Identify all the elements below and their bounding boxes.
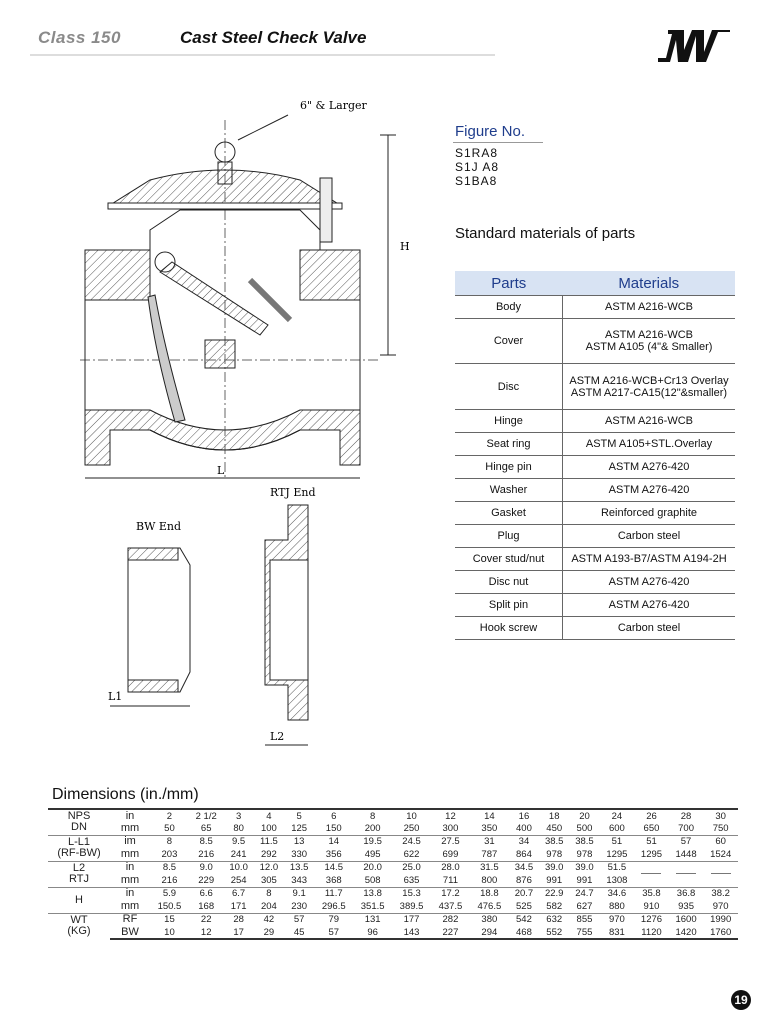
dimension-value: 35.8 — [634, 887, 669, 900]
dimension-value: 34 — [509, 835, 539, 848]
dimension-value: 79 — [314, 913, 353, 926]
dimension-value: 1120 — [634, 926, 669, 939]
dimension-value: 1295 — [606, 848, 628, 860]
dimension-value: 935 — [678, 900, 694, 912]
dimension-value — [634, 861, 669, 887]
dimension-value: 476.5 — [477, 900, 502, 912]
dimension-value: 292 — [260, 848, 277, 860]
part-cell: Disc — [455, 364, 563, 410]
dimension-value: 14 — [314, 835, 353, 848]
part-cell: Seat ring — [455, 433, 563, 456]
dimension-value: 389.5 — [399, 900, 424, 912]
dimension-value: 711 — [442, 874, 459, 886]
part-cell: Hinge pin — [455, 456, 563, 479]
dimension-unit: mm — [120, 899, 140, 912]
bw-end-label: BW End — [136, 520, 182, 533]
dimension-value: 204 — [260, 900, 277, 912]
dimension-value: 864 — [516, 848, 532, 860]
dimension-value: 50 — [164, 822, 175, 834]
dimension-value: 20.0 — [353, 861, 392, 874]
dimension-row — [48, 900, 738, 913]
dimension-value: 14.5 — [314, 861, 353, 874]
dimension-value: 880 — [608, 900, 625, 912]
dimension-value: 542 — [509, 913, 539, 926]
dimension-value: 622 — [403, 848, 420, 860]
dimension-unit: in — [110, 861, 150, 874]
dimension-value: 31.5 — [470, 861, 509, 874]
dimension-value: 38.2 — [703, 887, 738, 900]
dimension-value: 305 — [260, 874, 277, 886]
dimension-value: 5.9 — [150, 887, 189, 900]
dimension-value: 296.5 — [321, 900, 346, 912]
materials-row — [455, 319, 735, 364]
dimension-value: 970 — [712, 900, 729, 912]
dimension-value: 241 — [230, 848, 247, 860]
dimension-value: 991 — [576, 874, 593, 886]
dimension-value: 700 — [678, 822, 694, 834]
dimension-value: 20 — [569, 809, 599, 822]
figure-heading: Figure No. — [455, 123, 526, 140]
dimension-value: 80 — [233, 822, 244, 834]
dimension-value: 495 — [364, 848, 381, 860]
dimension-value: 380 — [470, 913, 509, 926]
dimension-value: 11.5 — [254, 835, 284, 848]
dim-l-label: L — [217, 464, 225, 477]
dimension-row — [48, 822, 738, 835]
dimension-value: 19.5 — [353, 835, 392, 848]
dimension-unit: im — [110, 835, 150, 848]
materials-row — [455, 548, 735, 571]
part-cell: Plug — [455, 525, 563, 548]
dimension-value: 125 — [291, 822, 308, 834]
dim-l2-label: L2 — [270, 730, 285, 743]
dimension-value: 10.0 — [223, 861, 253, 874]
dimension-row — [48, 913, 738, 926]
dimension-value: 343 — [291, 874, 308, 886]
header-rule — [30, 54, 495, 56]
dimension-value: 525 — [516, 900, 532, 912]
dimension-unit: BW — [110, 926, 150, 939]
dimension-value: 978 — [576, 848, 593, 860]
dimension-value: 65 — [200, 822, 212, 834]
materials-header: Materials — [563, 271, 736, 296]
dimension-value: 632 — [539, 913, 569, 926]
dimension-unit: in — [110, 809, 150, 822]
material-cell: ASTM A216-WCB — [563, 410, 736, 433]
dimension-value: 1600 — [669, 913, 704, 926]
dimension-value: 1448 — [675, 848, 697, 860]
dimension-value — [703, 861, 738, 887]
dimension-row — [48, 926, 738, 939]
dim-h-label: H — [400, 240, 410, 253]
dimension-value: 1276 — [634, 913, 669, 926]
part-cell: Hinge — [455, 410, 563, 433]
empty-dash — [676, 873, 696, 874]
part-cell: Cover stud/nut — [455, 548, 563, 571]
dimension-value: 17.2 — [431, 887, 470, 900]
materials-row — [455, 617, 735, 640]
dimension-value: 168 — [198, 900, 215, 912]
dimension-value: 28.0 — [431, 861, 470, 874]
dimension-value: 350 — [481, 822, 498, 834]
dimension-value: 30 — [703, 809, 738, 822]
part-cell: Cover — [455, 319, 563, 364]
dimension-row — [48, 861, 738, 874]
dimension-label: L2 RTJ — [48, 861, 110, 887]
dimension-value: 508 — [364, 874, 381, 886]
dimension-value: 552 — [539, 926, 569, 939]
material-cell: ASTM A276-420 — [563, 571, 736, 594]
dimension-value: 57 — [284, 913, 314, 926]
figure-number: S1BA8 — [455, 174, 498, 188]
dimension-value: 171 — [230, 900, 247, 912]
material-cell: ASTM A276-420 — [563, 594, 736, 617]
dimension-label: L-L1 (RF-BW) — [48, 835, 110, 861]
material-cell: Reinforced graphite — [563, 502, 736, 525]
dimension-value: 51 — [634, 835, 669, 848]
dimension-row — [48, 835, 738, 848]
parts-header: Parts — [455, 271, 563, 296]
dimension-value: 9.5 — [223, 835, 253, 848]
dimension-value: 36.8 — [669, 887, 704, 900]
dimension-value: 356 — [325, 848, 342, 860]
dimension-unit: mm — [120, 847, 140, 860]
dimension-value: 8.5 — [189, 835, 224, 848]
part-cell: Body — [455, 296, 563, 319]
dimension-value: 1308 — [606, 874, 628, 886]
dimension-value: 150 — [325, 822, 342, 834]
dimension-value: 368 — [325, 874, 342, 886]
dimension-value: 10 — [392, 809, 431, 822]
dimension-value: 294 — [470, 926, 509, 939]
part-cell: Gasket — [455, 502, 563, 525]
dimension-value: 26 — [634, 809, 669, 822]
dimension-value: 1295 — [640, 848, 663, 860]
dim-l1-label: L1 — [108, 690, 123, 703]
dimension-value: 8 — [150, 835, 189, 848]
dimension-value: 13.5 — [284, 861, 314, 874]
dimension-value: 500 — [576, 822, 593, 834]
dimension-value: 11.7 — [314, 887, 353, 900]
material-cell: ASTM A276-420 — [563, 456, 736, 479]
dimension-value: 57 — [669, 835, 704, 848]
dimension-value: 143 — [392, 926, 431, 939]
dimension-value: 100 — [260, 822, 277, 834]
dimension-value: 635 — [403, 874, 420, 886]
dimension-value: 29 — [254, 926, 284, 939]
dimension-value: 8 — [353, 809, 392, 822]
dimension-value: 876 — [516, 874, 532, 886]
materials-row — [455, 364, 735, 410]
dimension-value: 4 — [254, 809, 284, 822]
dimension-value: 150.5 — [157, 900, 182, 912]
materials-row — [455, 571, 735, 594]
dimension-value: 203 — [161, 848, 178, 860]
dimension-value: 10 — [150, 926, 189, 939]
dimension-label: NPS DN — [48, 809, 110, 835]
material-cell: ASTM A193-B7/ASTM A194-2H — [563, 548, 736, 571]
dimension-value: 18 — [539, 809, 569, 822]
materials-table — [455, 271, 735, 640]
dimension-value: 2 1/2 — [189, 809, 224, 822]
dimension-value: 60 — [703, 835, 738, 848]
dimension-value: 51.5 — [600, 861, 635, 874]
materials-row — [455, 433, 735, 456]
dimension-value: 2 — [150, 809, 189, 822]
material-cell: ASTM A216-WCB ASTM A105 (4"& Smaller) — [563, 319, 736, 364]
dimension-value: 38.5 — [569, 835, 599, 848]
dimension-value: 200 — [364, 822, 381, 834]
dimension-value: 8 — [254, 887, 284, 900]
material-cell: ASTM A216-WCB — [563, 296, 736, 319]
dimension-value: 750 — [712, 822, 729, 834]
dimension-value: 20.7 — [509, 887, 539, 900]
dimension-value: 22 — [189, 913, 224, 926]
materials-row — [455, 502, 735, 525]
material-cell: ASTM A276-420 — [563, 479, 736, 502]
materials-row — [455, 456, 735, 479]
dimension-value: 51 — [600, 835, 635, 848]
dimension-value: 991 — [546, 874, 563, 886]
dimension-value: 699 — [442, 848, 459, 860]
dimension-value: 12.0 — [254, 861, 284, 874]
dimension-value: 216 — [161, 874, 178, 886]
dimension-value: 42 — [254, 913, 284, 926]
dimension-unit: RF — [110, 913, 150, 926]
figure-number: S1RA8 — [455, 146, 499, 160]
materials-row — [455, 296, 735, 319]
rtj-end-label: RTJ End — [270, 486, 316, 499]
dimension-unit: mm — [120, 821, 140, 834]
dimension-value: 216 — [198, 848, 215, 860]
dimension-value: 227 — [431, 926, 470, 939]
dimension-value: 800 — [481, 874, 498, 886]
dimension-value: 24 — [600, 809, 635, 822]
page-number: 19 — [731, 990, 751, 1010]
dimension-value: 15.3 — [392, 887, 431, 900]
dimension-value: 230 — [291, 900, 308, 912]
dimension-value: 970 — [600, 913, 635, 926]
dimension-value: 45 — [284, 926, 314, 939]
dimension-value: 6 — [314, 809, 353, 822]
dimensions-table — [48, 808, 738, 940]
dimension-value: 400 — [516, 822, 532, 834]
dimension-row — [48, 809, 738, 822]
dimension-value: 16 — [509, 809, 539, 822]
dimension-value: 450 — [546, 822, 563, 834]
dimension-value: 1524 — [710, 848, 732, 860]
dimension-value: 38.5 — [539, 835, 569, 848]
figure-number: S1J A8 — [455, 160, 500, 174]
material-cell: ASTM A105+STL.Overlay — [563, 433, 736, 456]
empty-dash — [641, 873, 661, 874]
dimension-unit: in — [110, 887, 150, 900]
dimension-value: 1990 — [703, 913, 738, 926]
dimension-value: 12 — [431, 809, 470, 822]
dimension-value: 24.5 — [392, 835, 431, 848]
dimension-value — [669, 861, 704, 887]
dimension-unit: mm — [120, 873, 140, 886]
dimension-value: 131 — [353, 913, 392, 926]
part-cell: Disc nut — [455, 571, 563, 594]
dimension-value: 910 — [643, 900, 660, 912]
dimension-value: 3 — [223, 809, 253, 822]
dimension-value: 22.9 — [539, 887, 569, 900]
valve-drawing — [0, 90, 430, 770]
materials-row — [455, 594, 735, 617]
dimension-value: 14 — [470, 809, 509, 822]
dimension-row — [48, 848, 738, 861]
dimension-value: 6.6 — [189, 887, 224, 900]
dimension-value: 330 — [291, 848, 308, 860]
dimension-value: 25.0 — [392, 861, 431, 874]
dimension-value: 39.0 — [539, 861, 569, 874]
dimension-value: 34.5 — [509, 861, 539, 874]
dimension-value: 250 — [403, 822, 420, 834]
part-cell: Hook screw — [455, 617, 563, 640]
dimension-value: 9.0 — [189, 861, 224, 874]
dimension-value: 9.1 — [284, 887, 314, 900]
dimension-value: 31 — [470, 835, 509, 848]
dimension-value: 5 — [284, 809, 314, 822]
dimension-value: 282 — [431, 913, 470, 926]
page-title: Cast Steel Check Valve — [180, 28, 367, 47]
dimension-value: 6.7 — [223, 887, 253, 900]
material-cell: ASTM A216-WCB+Cr13 Overlay ASTM A217-CA15(12"&smaller) — [563, 364, 736, 410]
dimension-value: 13 — [284, 835, 314, 848]
dimension-value: 12 — [189, 926, 224, 939]
materials-row — [455, 525, 735, 548]
dimension-value: 28 — [223, 913, 253, 926]
dimension-value: 787 — [481, 848, 498, 860]
dimension-value: 1420 — [669, 926, 704, 939]
dimension-value: 831 — [600, 926, 635, 939]
dimension-value: 229 — [198, 874, 215, 886]
dimension-value: 57 — [314, 926, 353, 939]
dimension-value: 755 — [569, 926, 599, 939]
dimension-value: 300 — [442, 822, 459, 834]
dimension-value: 15 — [150, 913, 189, 926]
materials-row — [455, 479, 735, 502]
dimension-value: 978 — [546, 848, 563, 860]
dimension-value: 18.8 — [470, 887, 509, 900]
dimension-value: 28 — [669, 809, 704, 822]
figure-number-list — [455, 146, 499, 188]
dimension-value: 468 — [509, 926, 539, 939]
dimension-value: 600 — [608, 822, 625, 834]
size-note: 6" & Larger — [300, 99, 367, 112]
material-cell: Carbon steel — [563, 617, 736, 640]
dimension-value: 39.0 — [569, 861, 599, 874]
dimension-value: 627 — [576, 900, 593, 912]
dimension-label: WT (KG) — [48, 913, 110, 939]
dimension-value: 17 — [223, 926, 253, 939]
dimensions-title: Dimensions (in./mm) — [52, 786, 199, 803]
dimension-value: 8.5 — [150, 861, 189, 874]
part-cell: Washer — [455, 479, 563, 502]
dimension-value: 582 — [546, 900, 563, 912]
empty-dash — [711, 873, 731, 874]
materials-row — [455, 410, 735, 433]
part-cell: Split pin — [455, 594, 563, 617]
dimension-value: 13.8 — [353, 887, 392, 900]
class-label: Class 150 — [38, 28, 121, 47]
material-cell: Carbon steel — [563, 525, 736, 548]
materials-title: Standard materials of parts — [455, 225, 636, 242]
dimension-value: 437.5 — [438, 900, 463, 912]
dimension-value: 1760 — [703, 926, 738, 939]
dimension-value: 351.5 — [360, 900, 385, 912]
dimension-value: 855 — [569, 913, 599, 926]
dimension-value: 24.7 — [569, 887, 599, 900]
dimension-label: H — [48, 887, 110, 913]
brand-logo — [656, 26, 732, 66]
dimension-value: 650 — [643, 822, 660, 834]
dimension-row — [48, 887, 738, 900]
dimension-value: 27.5 — [431, 835, 470, 848]
dimension-value: 96 — [353, 926, 392, 939]
dimension-value: 177 — [392, 913, 431, 926]
figure-rule — [453, 142, 543, 143]
dimension-value: 34.6 — [600, 887, 635, 900]
dimension-value: 254 — [230, 874, 247, 886]
